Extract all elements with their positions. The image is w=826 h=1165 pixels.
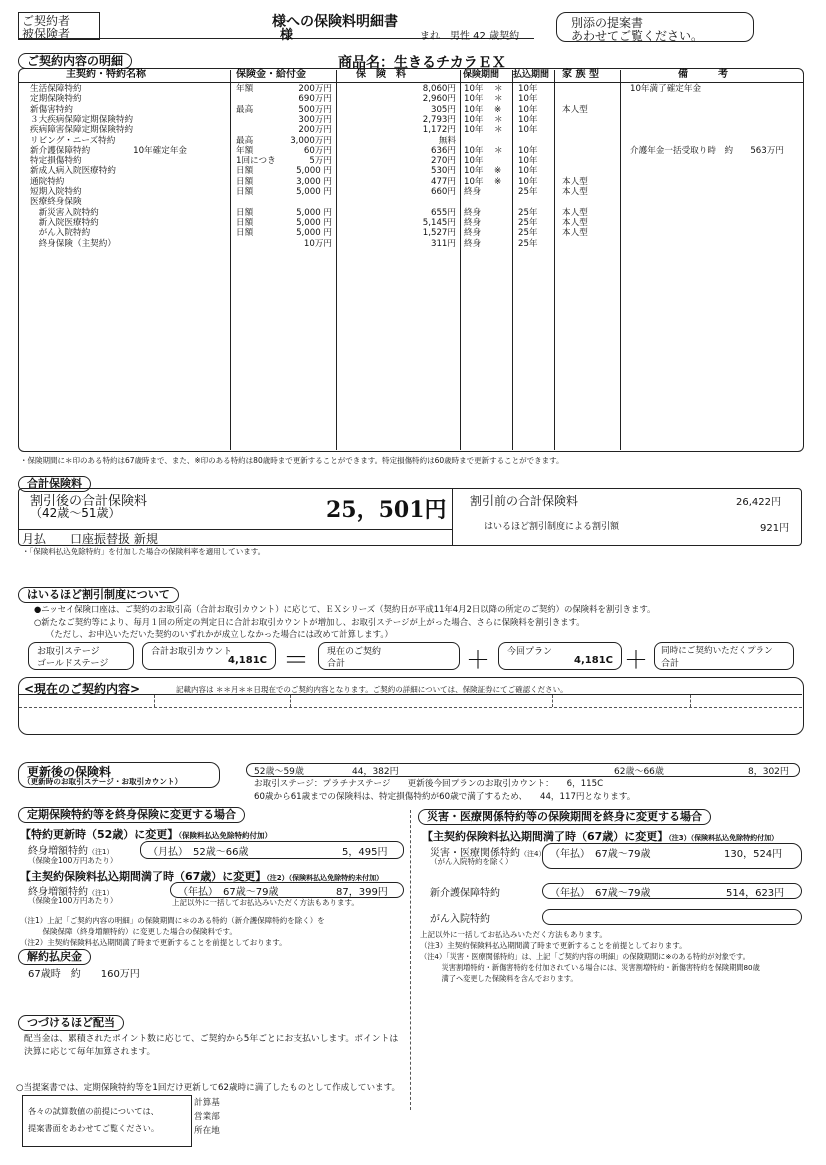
contract-cell-premium: 1,172円 — [422, 125, 456, 136]
contract-cell-family: 本人型 — [562, 104, 588, 115]
dividend-title: つづけるほど配当 — [18, 1015, 124, 1031]
contract-cell-name: 疾病障害保障定期保険特約 — [30, 125, 134, 136]
insured-label: 被保険者 — [22, 27, 71, 41]
simultaneous-plan-box — [654, 642, 794, 670]
col-divider-3 — [460, 70, 461, 450]
stamp-line2: 営業部 — [194, 1112, 220, 1122]
contract-cell-mark: ＊ — [494, 125, 503, 136]
left-renew-title — [20, 826, 272, 842]
contract-cell-family: 本人型 — [562, 176, 588, 187]
total-count-label: 合計お取引カウント — [151, 647, 233, 657]
contract-cell-period: 10年 — [464, 166, 484, 177]
total-section-title: 合計保険料 — [18, 476, 91, 492]
contract-cell-name: 特定損傷特約 — [30, 156, 82, 167]
contract-cell-period: 終身 — [464, 228, 482, 239]
refund-text: 67歳時 約 160万円 — [28, 969, 140, 980]
contract-cell-benefit: 3,000万円 — [290, 135, 332, 146]
contract-cell-benefit: 5,000 円 — [296, 166, 332, 177]
center-divider — [410, 810, 411, 1110]
contract-cell-benefit: 690万円 — [298, 94, 332, 105]
contract-cell-premium: 636円 — [431, 145, 456, 156]
contract-cell-premium: 305円 — [431, 104, 456, 115]
contract-cell-period: 終身 — [464, 217, 482, 228]
left-main-pay: （年払） 67歳～79歳 — [178, 887, 279, 898]
contract-cell-pay: 10年 — [518, 145, 538, 156]
contract-cell-benefit-unit: 年額 — [236, 145, 254, 156]
contract-cell-family: 本人型 — [562, 207, 588, 218]
right-main-title-text: 【主契約保険料払込期間満了時（67歳）に変更】 — [422, 830, 669, 843]
contract-cell-benefit-unit: 最高 — [236, 104, 254, 115]
discount-amount: 921円 — [760, 523, 790, 534]
attach-proposal-box — [556, 12, 754, 42]
attach-line1: 別添の提案書 — [571, 16, 644, 30]
stage-label: お取引ステージ — [37, 647, 100, 657]
attach-line2: あわせてご覧ください。 — [571, 29, 704, 43]
discount-line3: （ただし、お申込いただいた契約のいずれかが成立しなかった場合には改めて計算します。） — [46, 629, 393, 639]
left-main-amount: 87，399円 — [336, 887, 388, 898]
contract-cell-benefit-unit: 日額 — [236, 187, 254, 197]
after-discount-label: 割引後の合計保険料 — [30, 494, 148, 509]
left-inc-label-2-text: 終身増額特約 — [28, 887, 88, 898]
col-header-note: 備 考 — [678, 69, 728, 80]
contract-cell-benefit: 300万円 — [298, 114, 332, 125]
contract-cell-premium: 2,793円 — [422, 114, 456, 125]
discount-line2: ○新たなご契約等により、毎月１回の所定の判定日に合計お取引カウントが増加し、お取引ステージが上がった場合、さらに保険料を割引きます。 — [34, 617, 585, 627]
current-contract-hline — [19, 694, 802, 695]
stamp-line3: 所在地 — [194, 1126, 220, 1136]
discount-section-title: はいるほど割引制度について — [18, 587, 179, 603]
renewal-amount-2: 8，302円 — [748, 767, 789, 777]
footer-box-line1: 各々の試算数値の前提については、 — [28, 1106, 159, 1116]
right-med-amount: 130，524円 — [724, 849, 783, 860]
current-contract-dash-2 — [290, 695, 291, 707]
contract-cell-name: 短期入院特約 — [30, 187, 82, 197]
after-discount-amount: 25，501円 — [326, 497, 447, 523]
current-contract-dash-1 — [154, 695, 155, 707]
contract-cell-pay: 10年 — [518, 156, 538, 167]
footer-note: ○当提案書では、定期保険特約等を1回だけ更新して62歳時に満了したものとして作成しています。 — [16, 1083, 401, 1093]
contract-cell-benefit: 5万円 — [309, 156, 332, 167]
simul-value: 合計 — [661, 659, 680, 669]
contract-cell-benefit: 5,000 円 — [296, 207, 332, 218]
left-renew-pay: （月払） 52歳～66歳 — [148, 847, 249, 858]
payment-note: ・「保険料払込免除特約」を付加した場合の保険料率を適用しています。 — [22, 547, 266, 556]
left-main-title-note: （注2）（保険料払込免除特約未付加） — [266, 874, 384, 882]
contract-cell-name: 生活保障特約 — [30, 84, 82, 94]
contract-cell-family: 本人型 — [562, 228, 588, 239]
right-med-label-text: 災害・医療関係特約 — [430, 848, 520, 859]
contract-cell-premium: 270円 — [431, 156, 456, 167]
current-contract-title: <現在のご契約内容> — [24, 682, 141, 696]
renewal-stage-text: お取引ステージ：プラチナステージ 更新後今回プランのお取引カウント： 6，115C — [254, 779, 604, 789]
stamp-line1: 計算基 — [194, 1098, 220, 1108]
right-care-amount: 514，623円 — [726, 888, 785, 899]
left-renew-amount: 5，495円 — [342, 847, 388, 858]
col-divider-6 — [620, 70, 621, 450]
right-med-sub: （がん入院特約を除く） — [430, 857, 513, 866]
contract-cell-premium: 5,145円 — [422, 217, 456, 228]
discount-line1: ●ニッセイ保険口座は、ご契約のお取引高（合計お取引カウント）に応じて、ＥＸシリーズ（契約日が平成11年4月2日以降の所定のご契約）の保険料を割引きます。 — [34, 604, 656, 614]
contract-cell-premium: 8,060円 — [422, 84, 456, 94]
refund-title: 解約払戻金 — [18, 949, 91, 965]
left-inc-label-text: 終身増額特約 — [28, 846, 88, 857]
discount-amount-label: はいるほど割引制度による割引額 — [484, 522, 620, 532]
contract-cell-benefit-unit: 日額 — [236, 166, 254, 177]
contract-cell-name: 新介護保障特約 10年確定年金 — [30, 145, 188, 156]
col-divider-5 — [554, 70, 555, 450]
contract-cell-name: 医療終身保険 — [30, 197, 82, 208]
contract-cell-pay: 10年 — [518, 176, 538, 187]
contract-cell-pay: 10年 — [518, 114, 538, 125]
before-discount-amount: 26,422円 — [736, 497, 781, 508]
contract-cell-benefit-unit: 1回につき — [236, 156, 276, 167]
contract-cell-premium: 530円 — [431, 166, 456, 177]
left-main-title-text: 【主契約保険料払込期間満了時（67歳）に変更】 — [20, 870, 267, 883]
contract-cell-name: 終身保険（主契約） — [30, 238, 116, 249]
stage-box — [28, 642, 134, 670]
right-note4: （注4）「災害・医療関係特約」は、上記「ご契約内容の明細」の保険期間に※のある特約が対象です。 — [420, 952, 750, 961]
contract-cell-mark: ＊ — [494, 114, 503, 125]
renewal-age-text: 60歳から61歳までの保険料は、特定損傷特約が60歳で満了するため、 44，117円となります。 — [254, 792, 636, 802]
current-contract-dash-4 — [690, 695, 691, 707]
contract-cell-period: 10年 — [464, 145, 484, 156]
contract-cell-mark: ＊ — [494, 94, 503, 105]
left-lump-note: 上記以外に一括してお払込みいただく方法もあります。 — [172, 898, 359, 907]
col-header-family: 家 族 型 — [562, 69, 599, 80]
right-care-label: 新介護保障特約 — [430, 888, 500, 899]
contract-cell-name: 通院特約 — [30, 176, 65, 187]
current-contract-dash-3 — [552, 695, 553, 707]
sama-label: 様 — [280, 28, 294, 43]
current-contract-hline2 — [19, 707, 802, 708]
contract-cell-pay: 25年 — [518, 187, 538, 197]
plan-value: 4,181C — [574, 655, 613, 666]
contract-cell-period: 終身 — [464, 207, 482, 218]
plan-box — [498, 642, 622, 670]
document-title: 様への保険料明細書 — [272, 14, 398, 30]
plus-sign-2: ＋ — [624, 646, 648, 674]
contract-cell-period: 10年 — [464, 125, 484, 136]
contract-cell-period: 終身 — [464, 187, 482, 197]
contract-cell-name: 定期保険特約 — [30, 94, 82, 105]
left-renew-title-text: 【特約更新時（52歳）に変更】 — [20, 828, 179, 841]
contract-header-line — [19, 82, 803, 83]
contract-cell-benefit-unit: 日額 — [236, 228, 254, 239]
left-inc-sub: （保険金100万円あたり） — [28, 856, 118, 865]
contract-cell-name: 新傷害特約 — [30, 104, 73, 115]
contract-cell-pay: 25年 — [518, 238, 538, 249]
left-note1: （注1）上記「ご契約内容の明細」の保険期間に＊のある特約（新介護保障特約を除く）を — [20, 916, 325, 925]
contract-cell-family: 本人型 — [562, 217, 588, 228]
contract-cell-pay: 10年 — [518, 84, 538, 94]
before-discount-label: 割引前の合計保険料 — [470, 494, 579, 508]
renewal-subtitle: （更新時のお取引ステージ・お取引カウント） — [23, 777, 183, 786]
equals-sign: ＝ — [283, 646, 310, 676]
right-note3: （注3）主契約保険料払込期間満了時まで更新することを前提としております。 — [420, 941, 687, 950]
contract-cell-mark: ※ — [494, 166, 502, 177]
contract-cell-period: 終身 — [464, 238, 482, 249]
right-note4b: 災害割増特約・新傷害特約を付加されている場合には、災害割増特約・新傷害特約を保険期間80歳 — [420, 963, 760, 972]
contract-cell-mark: ※ — [494, 176, 502, 187]
renewal-range-2: 62歳～66歳 — [614, 767, 664, 777]
contract-cell-benefit-unit: 年額 — [236, 84, 254, 94]
contract-cell-family: 本人型 — [562, 187, 588, 197]
contract-cell-premium: 無料 — [438, 135, 456, 146]
contract-cell-premium: 477円 — [431, 176, 456, 187]
plan-label: 今回プラン — [507, 647, 553, 657]
contract-cell-note: 介護年金一括受取り時 約 563万円 — [630, 145, 784, 156]
current-contract-box — [318, 642, 460, 670]
current-value: 合計 — [327, 659, 346, 669]
renewal-range-1: 52歳～59歳 — [254, 767, 304, 777]
contract-cell-mark: ※ — [494, 104, 502, 115]
right-note4c: 満了へ変更した保険料を含んでおります。 — [420, 974, 578, 983]
contract-cell-pay: 25年 — [518, 217, 538, 228]
contract-cell-period: 10年 — [464, 104, 484, 115]
left-section-title: 定期保険特約等を終身保険に変更する場合 — [18, 807, 245, 823]
contract-cell-pay: 10年 — [518, 166, 538, 177]
col-divider-4 — [512, 70, 513, 450]
contract-cell-benefit: 5,000 円 — [296, 228, 332, 239]
right-cancer-box — [542, 909, 802, 925]
simul-label: 同時にご契約いただくプラン — [661, 646, 773, 656]
col-header-premium: 保 険 料 — [356, 69, 406, 80]
col-header-pay: 払込期間 — [513, 70, 550, 80]
right-main-title-note: （注3）（保険料払込免除特約付加） — [668, 834, 779, 842]
left-note2: （注2）主契約保険料払込期間満了時まで更新することを前提としております。 — [20, 938, 287, 947]
contract-cell-period: 10年 — [464, 114, 484, 125]
contract-cell-benefit-unit: 日額 — [236, 176, 254, 187]
right-med-note: （注4） — [520, 850, 546, 858]
col-divider-2 — [336, 70, 337, 450]
stage-value: ゴールドステージ — [37, 659, 109, 669]
contract-cell-benefit: 5,000 円 — [296, 217, 332, 228]
contract-cell-benefit-unit: 日額 — [236, 207, 254, 218]
contract-cell-name: 新成人病入院医療特約 — [30, 166, 116, 177]
age-range: （42歳～51歳） — [30, 506, 121, 520]
contract-cell-period: 10年 — [464, 156, 484, 167]
contract-cell-period: 10年 — [464, 94, 484, 105]
renewal-amount-1: 44，382円 — [352, 767, 399, 777]
renewal-title-box — [18, 762, 220, 788]
left-inc-note-2: （注1） — [88, 889, 114, 897]
contract-cell-benefit: 10万円 — [303, 238, 332, 249]
contract-cell-benefit: 200万円 — [298, 125, 332, 136]
left-inc-sub-2: （保険金100万円あたり） — [28, 896, 118, 905]
right-med-pay: （年払） 67歳～79歳 — [550, 849, 651, 860]
contract-cell-benefit-unit: 最高 — [236, 135, 254, 146]
payment-method: 月払 口座振替扱 新規 — [22, 532, 158, 546]
right-care-pay: （年払） 67歳～79歳 — [550, 888, 651, 899]
dividend-line1: 配当金は、累積されたポイント数に応じて、ご契約から5年ごとにお支払いします。ポイントは — [24, 1034, 399, 1044]
contract-cell-name: リビング・ニーズ特約 — [30, 135, 116, 146]
contract-cell-note: 10年満了確定年金 — [630, 84, 702, 94]
right-main-title — [422, 828, 778, 844]
right-lump-note: 上記以外に一括してお払込みいただく方法もあります。 — [420, 930, 607, 939]
renewal-range-box-1 — [246, 763, 800, 777]
contract-cell-pay: 25年 — [518, 207, 538, 218]
contract-cell-name: 新災害入院特約 — [30, 207, 99, 218]
contract-cell-pay: 25年 — [518, 228, 538, 239]
contract-cell-premium: 1,527円 — [422, 228, 456, 239]
left-note1b: 保険保障（終身増額特約）に変更した場合の保険料です。 — [20, 927, 237, 936]
contract-cell-pay: 10年 — [518, 104, 538, 115]
contract-cell-premium: 311円 — [431, 238, 456, 249]
contract-cell-period: 10年 — [464, 84, 484, 94]
contract-cell-benefit: 5,000 円 — [296, 187, 332, 197]
renewal-title: 更新後の保険料 — [27, 765, 112, 779]
contract-cell-benefit-unit: 日額 — [236, 217, 254, 228]
product-name: 商品名：生きるチカラＥＸ — [338, 55, 506, 71]
col-header-name: 主契約・特約名称 — [66, 69, 146, 80]
current-contract-note: 記載内容は ＊＊月＊＊日現在でのご契約内容となります。ご契約の詳細については、保険証券にてご確認ください。 — [176, 685, 568, 694]
plus-sign-1: ＋ — [466, 646, 490, 674]
footer-box-line2: 提案書面をあわせてご覧ください。 — [28, 1123, 160, 1133]
contract-cell-mark: ＊ — [494, 84, 503, 94]
contract-cell-premium: 2,960円 — [422, 94, 456, 105]
contract-cell-period: 10年 — [464, 176, 484, 187]
total-count-value: 4,181C — [228, 655, 267, 666]
dividend-line2: 決算に応じて毎年加算されます。 — [24, 1047, 156, 1057]
contract-cell-benefit: 3,000 円 — [296, 176, 332, 187]
contract-cell-name: 新入院医療特約 — [30, 217, 99, 228]
contract-cell-premium: 655円 — [431, 207, 456, 218]
contract-cell-pay: 10年 — [518, 94, 538, 105]
contract-cell-pay: 10年 — [518, 125, 538, 136]
left-inc-note: （注1） — [88, 848, 114, 856]
footer-box — [22, 1095, 192, 1147]
contract-cell-benefit: 500万円 — [298, 104, 332, 115]
contract-cell-name: ３大疾病保障定期保険特約 — [30, 114, 134, 125]
col-header-period: 保険期間 — [463, 70, 500, 80]
right-section-title: 災害・医療関係特約等の保険期間を終身に変更する場合 — [418, 809, 711, 825]
insured-info: まれ 男性 42 歳契約 — [420, 31, 520, 42]
total-count-box — [142, 642, 276, 670]
col-divider-1 — [230, 70, 231, 450]
contract-cell-benefit: 200万円 — [298, 84, 332, 94]
total-divider — [452, 489, 453, 545]
contract-cell-name: がん入院特約 — [30, 228, 91, 239]
contract-footnote: ・保険期間に＊印のある特約は67歳時まで、また、※印のある特約は80歳時まで更新することができます。特定損傷特約は60歳時まで更新することができます。 — [20, 456, 564, 465]
contract-cell-benefit: 60万円 — [303, 145, 332, 156]
contract-section-title: ご契約内容の明細 — [18, 53, 132, 69]
contractor-label: ご契約者 — [22, 14, 71, 28]
right-cancer-label: がん入院特約 — [430, 914, 490, 925]
left-renew-title-note: （保険料払込免除特約付加） — [178, 831, 273, 840]
col-header-benefit: 保険金・給付金 — [236, 69, 306, 80]
contract-cell-premium: 660円 — [431, 187, 456, 197]
current-label: 現在のご契約 — [327, 647, 382, 657]
contract-cell-mark: ＊ — [494, 145, 503, 156]
